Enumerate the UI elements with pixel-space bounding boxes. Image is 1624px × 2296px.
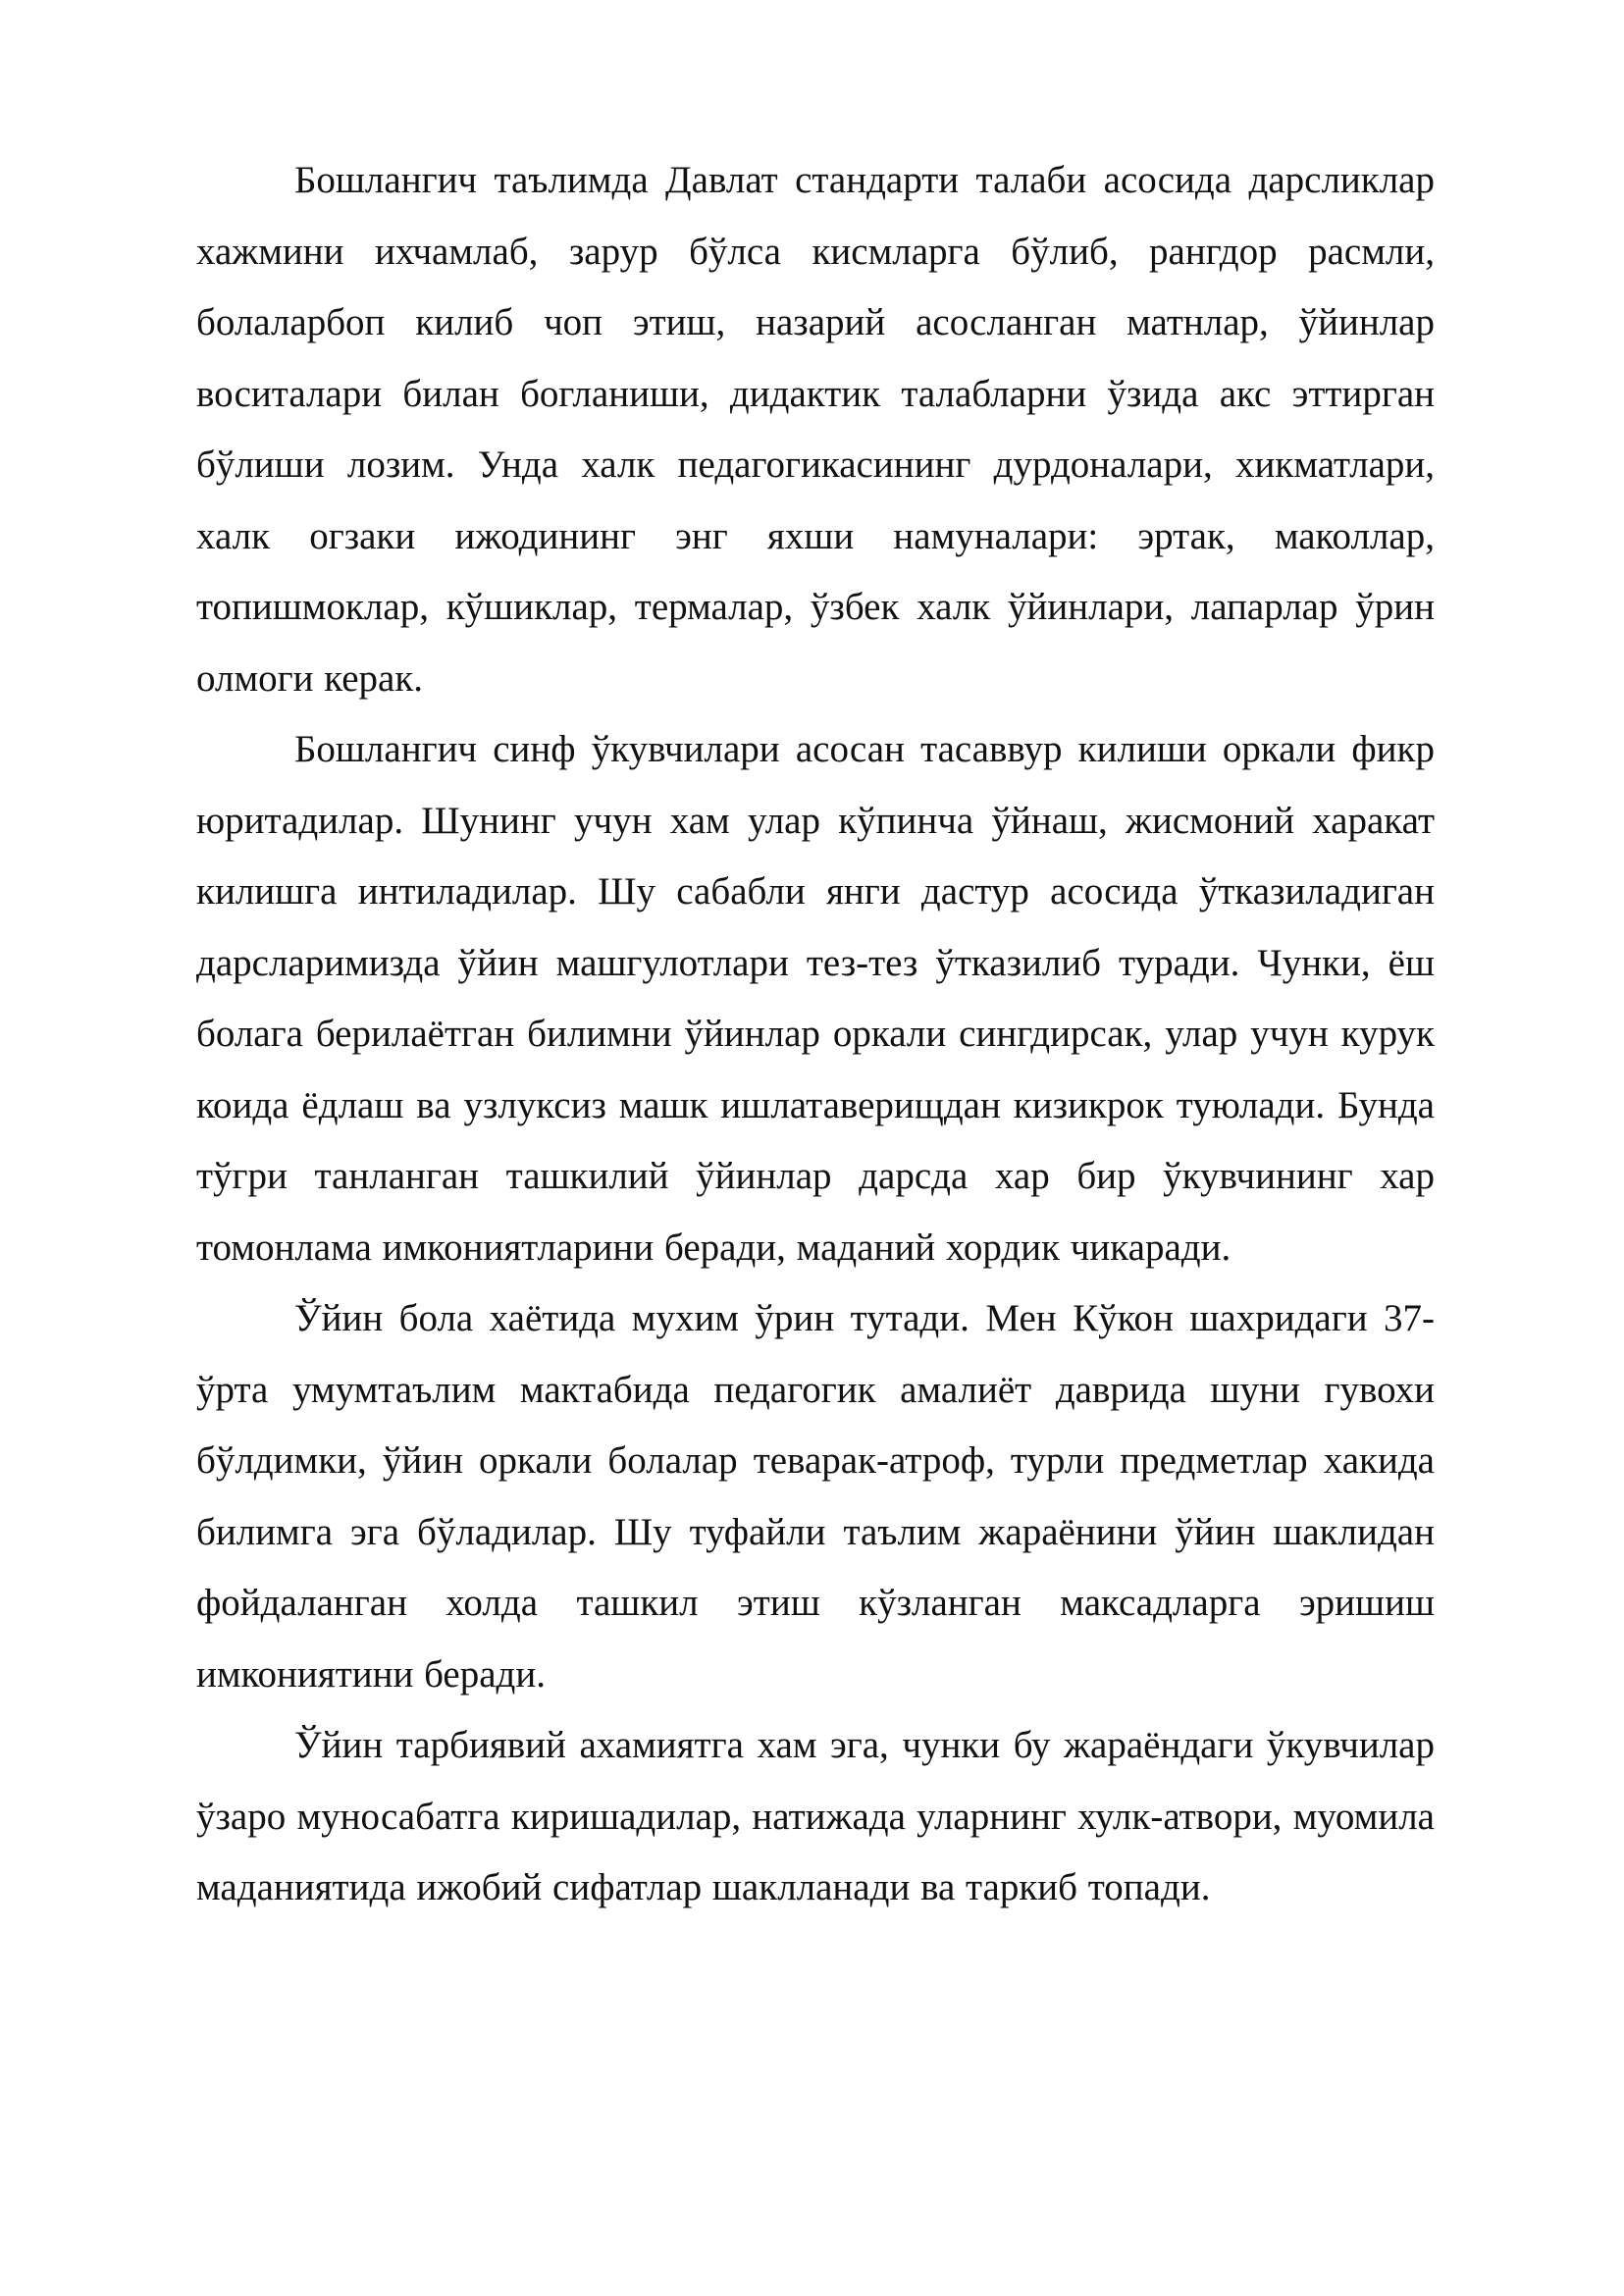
paragraph-1: Бошлангич таълимда Давлат стандарти талаби асосида дарсликлар хажмини ихчамлаб, зарур бўлса кисмларга бўлиб, рангдор расмли, болаларбоп килиб чоп этиш, назарий асосланган матнлар, ўйинлар воситалари билан богланиши, дидактик талабларни ўзида акс эттирган бўлиши лозим. Унда халк педагогикасининг дурдоналари, хикматлари, халк огзаки ижодининг энг яхши намуналари: эртак, маколлар, топишмоклар, кўшиклар, термалар, ўзбек халк ўйинлари, лапарлар ўрин олмоги керак. — [196, 159, 1435, 700]
paragraph-2: Бошлангич синф ўкувчилари асосан тасаввур килиши оркали фикр юритадилар. Шунинг учун хам улар кўпинча ўйнаш, жисмоний харакат килишга интиладилар. Шу сабабли янги дастур асосида ўтказиладиган дарсларимизда ўйин машгулотлари тез-тез ўтказилиб туради. Чунки, ёш болага берилаётган билимни ўйинлар оркали сингдирсак, улар учун курук коида ёдлаш ва узлуксиз машк ишлатаверищдан кизикрок туюлади. Бунда тўгри танланган ташкилий ўйинлар дарсда хар бир ўкувчининг хар томонлама имкониятларини беради, маданий хордик чикаради. — [196, 728, 1435, 1269]
paragraph-4: Ўйин тарбиявий ахамиятга хам эга, чунки бу жараёндаги ўкувчилар ўзаро муносабатга киришадилар, натижада уларнинг хулк-атвори, муомила маданиятида ижобий сифатлар шаклланади ва таркиб топади. — [196, 1724, 1435, 1908]
paragraph-3: Ўйин бола хаётида мухим ўрин тутади. Мен Кўкон шахридаги 37-ўрта умумтаълим мактабида педагогик амалиёт даврида шуни гувохи бўлдимки, ўйин оркали болалар теварак-атроф, турли предметлар хакида билимга эга бўладилар. Шу туфайли таълим жараёнини ўйин шаклидан фойдаланган холда ташкил этиш кўзланган максадларга эришиш имкониятини беради. — [196, 1297, 1435, 1696]
document-body — [196, 145, 1435, 1924]
